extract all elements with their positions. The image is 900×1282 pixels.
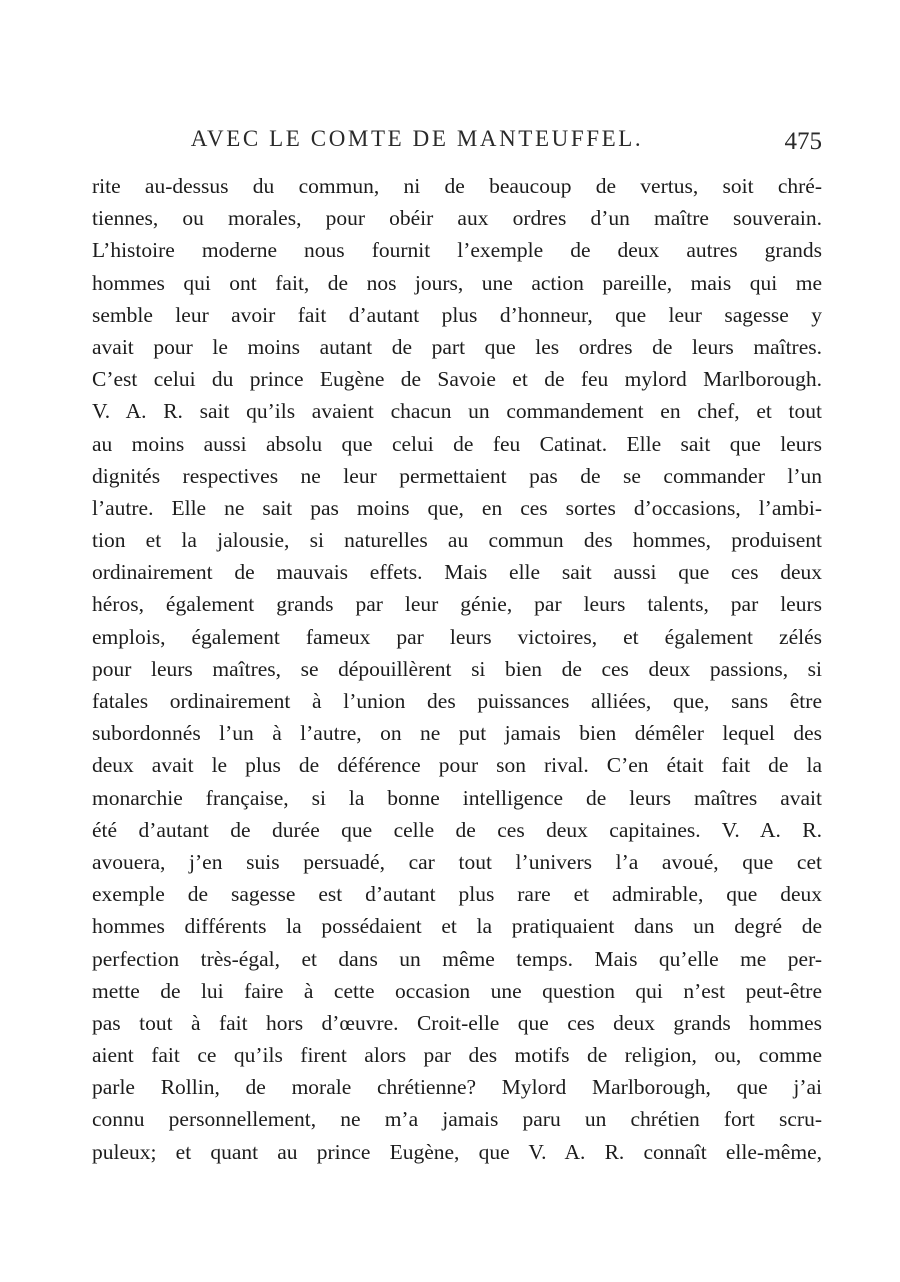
text-line: connu personnellement, ne m’a jamais paru un chrétien fort scru- bbox=[92, 1107, 822, 1132]
running-head bbox=[92, 124, 822, 164]
running-title: AVEC LE COMTE DE MANTEUFFEL. bbox=[190, 126, 644, 151]
text-line: avouera, j’en suis persuadé, car tout l’univers l’a avoué, que cet bbox=[92, 849, 822, 874]
text-line: hommes différents la possédaient et la pratiquaient dans un degré de bbox=[92, 914, 822, 939]
text-line: tiennes, ou morales, pour obéir aux ordres d’un maître souverain. bbox=[92, 206, 822, 231]
text-line: perfection très-égal, et dans un même temps. Mais qu’elle me per- bbox=[92, 946, 822, 971]
text-line: subordonnés l’un à l’autre, on ne put jamais bien démêler lequel des bbox=[92, 721, 822, 746]
text-line: héros, également grands par leur génie, par leurs talents, par leurs bbox=[92, 592, 822, 617]
text-line: mette de lui faire à cette occasion une question qui n’est peut-être bbox=[92, 978, 822, 1003]
text-line: monarchie française, si la bonne intelligence de leurs maîtres avait bbox=[92, 785, 822, 810]
text-line: C’est celui du prince Eugène de Savoie et de feu mylord Marlborough. bbox=[92, 367, 822, 392]
text-line: rite au-dessus du commun, ni de beaucoup de vertus, soit chré- bbox=[92, 174, 822, 198]
page-number: 475 bbox=[784, 128, 822, 155]
text-line: ordinairement de mauvais effets. Mais elle sait aussi que ces deux bbox=[92, 560, 822, 585]
body-text bbox=[92, 170, 822, 1168]
text-line: exemple de sagesse est d’autant plus rare et admirable, que deux bbox=[92, 882, 822, 907]
text-line: emplois, également fameux par leurs victoires, et également zélés bbox=[92, 624, 822, 649]
text-line: parle Rollin, de morale chrétienne? Mylord Marlborough, que j’ai bbox=[92, 1075, 822, 1100]
text-line: avait pour le moins autant de part que les ordres de leurs maîtres. bbox=[92, 334, 822, 359]
text-line: fatales ordinairement à l’union des puissances alliées, que, sans être bbox=[92, 689, 822, 713]
text-line: puleux; et quant au prince Eugène, que V. A. R. connaît elle-même, bbox=[92, 1139, 822, 1164]
text-line: V. A. R. sait qu’ils avaient chacun un commandement en chef, et tout bbox=[92, 399, 822, 424]
text-line: deux avait le plus de déférence pour son rival. C’en était fait de la bbox=[92, 753, 822, 778]
text-line: l’autre. Elle ne sait pas moins que, en ces sortes d’occasions, l’ambi- bbox=[92, 495, 822, 520]
text-line: hommes qui ont fait, de nos jours, une action pareille, mais qui me bbox=[92, 270, 822, 295]
text-line: semble leur avoir fait d’autant plus d’honneur, que leur sagesse y bbox=[92, 302, 822, 327]
text-line: tion et la jalousie, si naturelles au commun des hommes, produisent bbox=[92, 528, 822, 553]
text-line: au moins aussi absolu que celui de feu Catinat. Elle sait que leurs bbox=[92, 431, 822, 456]
text-line: L’histoire moderne nous fournit l’exemple de deux autres grands bbox=[92, 238, 822, 263]
text-line: aient fait ce qu’ils firent alors par des motifs de religion, ou, comme bbox=[92, 1043, 822, 1068]
text-line: pour leurs maîtres, se dépouillèrent si bien de ces deux passions, si bbox=[92, 656, 822, 681]
text-line: dignités respectives ne leur permettaient pas de se commander l’un bbox=[92, 463, 822, 488]
text-line: pas tout à fait hors d’œuvre. Croit-elle que ces deux grands hommes bbox=[92, 1010, 822, 1035]
text-line: été d’autant de durée que celle de ces deux capitaines. V. A. R. bbox=[92, 817, 822, 842]
